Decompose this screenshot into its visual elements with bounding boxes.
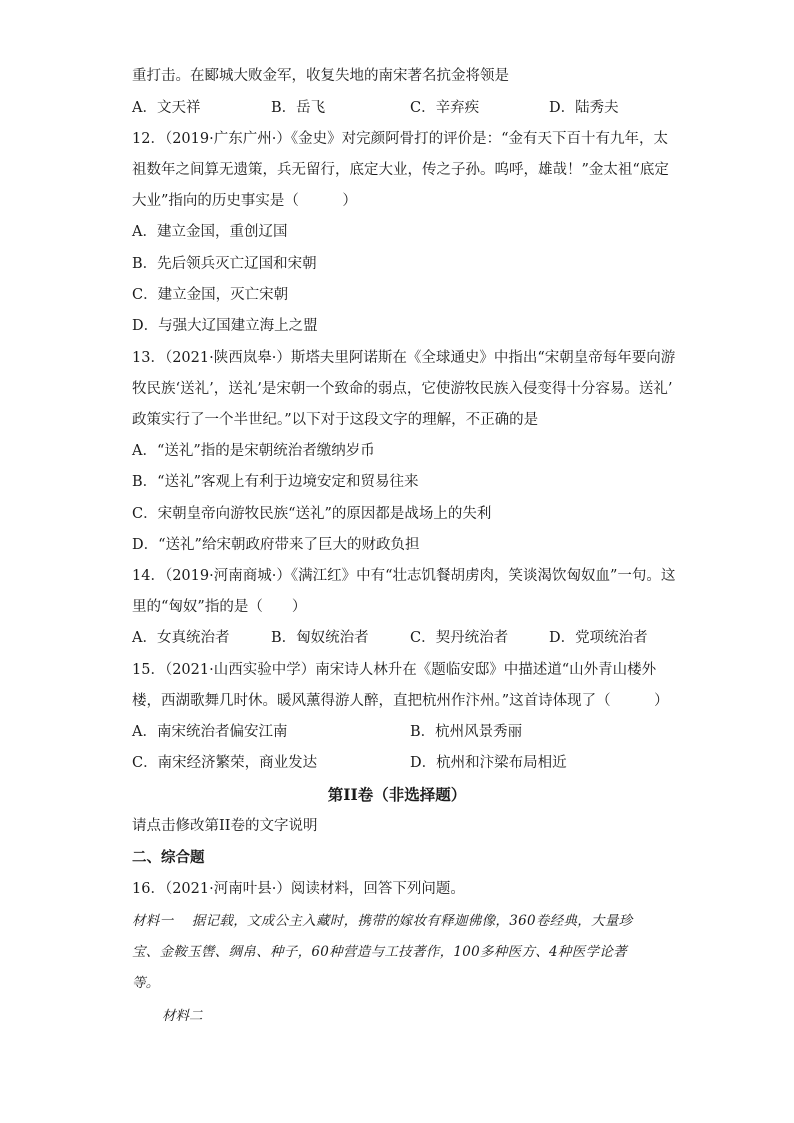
q13-option-a: A．“送礼”指的是宋朝统治者缴纳岁币 xyxy=(132,443,375,459)
material-2-label: 材料二 xyxy=(162,1008,203,1024)
q15-option-c: C．南宋经济繁荣，商业发达 xyxy=(132,755,318,771)
q15-option-b: B．杭州风景秀丽 xyxy=(410,724,523,740)
q14-option-a: A．女真统治者 xyxy=(132,630,230,646)
q12-option-a: A．建立金国，重创辽国 xyxy=(132,224,288,240)
q12-option-b: B．先后领兵灭亡辽国和宋朝 xyxy=(132,256,317,272)
q11-option-a: A．文天祥 xyxy=(132,100,201,116)
question-12-line-2: 祖数年之间算无遗策，兵无留行，底定大业，传之子孙。呜呼，雄哉！”金太祖“底定 xyxy=(132,162,669,178)
q12-option-c: C．建立金国，灭亡宋朝 xyxy=(132,287,289,303)
q15-option-d: D．杭州和汴梁布局相近 xyxy=(410,755,567,771)
question-14-line-2: 里的“匈奴”指的是（ ） xyxy=(132,599,307,615)
material-1-line-3: 等。 xyxy=(132,975,160,991)
q13-option-d: D．“送礼”给宋朝政府带来了巨大的财政负担 xyxy=(132,537,420,553)
question-14-line-1: 14．（2019·河南商城·）《满江红》中有“壮志饥餐胡虏肉，笑谈渴饮匈奴血”一句。这 xyxy=(132,568,676,584)
question-13-line-1: 13．（2021·陕西岚皋·）斯塔夫里阿诺斯在《全球通史》中指出“宋朝皇帝每年要向游 xyxy=(132,350,676,366)
question-13-line-3: 政策实行了一个半世纪。”以下对于这段文字的理解，不正确的是 xyxy=(132,412,539,428)
q14-option-b: B．匈奴统治者 xyxy=(271,630,369,646)
question-13-line-2: 牧民族‘送礼’，送礼’是宋朝一个致命的弱点，它使游牧民族入侵变得十分容易。送礼’ xyxy=(132,381,673,397)
material-1-line-1: 材料一 据记载，文成公主入藏时，携带的嫁妆有释迦佛像，360卷经典，大量珍 xyxy=(132,913,633,929)
question-12-line-3: 大业”指向的历史事实是（ ） xyxy=(132,193,357,209)
section-2-title: 第II卷（非选择题） xyxy=(327,785,467,804)
q13-option-c: C．宋朝皇帝向游牧民族“送礼”的原因都是战场上的失利 xyxy=(132,506,492,522)
section-2-note: 请点击修改第II卷的文字说明 xyxy=(132,818,318,834)
question-15-line-1: 15．（2021·山西实验中学）南宋诗人林升在《题临安邸》中描述道“山外青山楼外 xyxy=(132,662,657,678)
q11-option-d: D．陆秀夫 xyxy=(549,100,619,116)
q14-option-d: D．党项统治者 xyxy=(549,630,648,646)
q12-option-d: D．与强大辽国建立海上之盟 xyxy=(132,318,318,334)
question-12-line-1: 12．（2019·广东广州·）《金史》对完颜阿骨打的评价是：“金有天下百十有九年，太 xyxy=(132,131,668,147)
question-15-line-2: 楼，西湖歌舞几时休。暖风薰得游人醉，直把杭州作汴州。”这首诗体现了（ ） xyxy=(132,693,669,709)
q11-option-c: C．辛弃疾 xyxy=(410,100,480,116)
question-16-stem: 16．（2021·河南叶县·）阅读材料，回答下列问题。 xyxy=(132,881,465,897)
comprehensive-heading: 二、综合题 xyxy=(132,849,205,866)
question-11-stem-end: 重打击。在郾城大败金军，收复失地的南宋著名抗金将领是 xyxy=(132,68,509,84)
material-1-line-2: 宝、金鞍玉辔、绸帛、种子，60种营造与工技著作，100多种医方、4种医学论著 xyxy=(132,944,627,960)
q14-option-c: C．契丹统治者 xyxy=(410,630,509,646)
q15-option-a: A．南宋统治者偏安江南 xyxy=(132,724,288,740)
q13-option-b: B．“送礼”客观上有利于边境安定和贸易往来 xyxy=(132,474,419,490)
q11-option-b: B．岳飞 xyxy=(271,100,326,116)
